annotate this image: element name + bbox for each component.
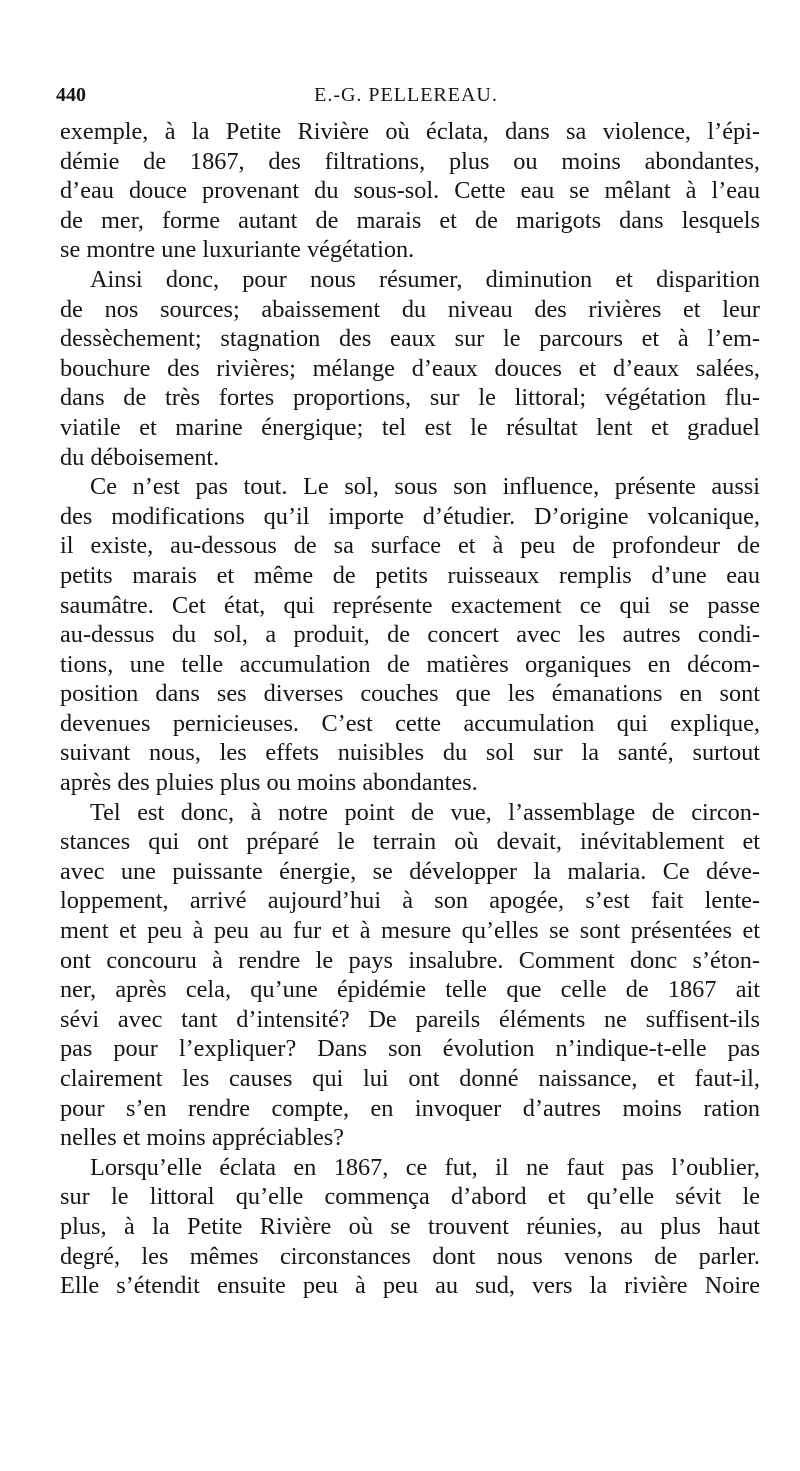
text-line: suivant nous, les effets nuisibles du sol sur la santé, surtout xyxy=(60,739,760,767)
text-line: ner, après cela, qu’une épidémie telle que celle de 1867 ait xyxy=(60,976,760,1004)
text-line: il existe, au-dessous de sa surface et à peu de profondeur de xyxy=(60,532,760,560)
running-title: E.-G. PELLEREAU. xyxy=(314,84,498,106)
text-line: exemple, à la Petite Rivière où éclata, dans sa violence, l’épi- xyxy=(60,118,760,145)
text-line: de nos sources; abaissement du niveau des rivières et leur xyxy=(60,295,760,323)
text-line: au-dessus du sol, a produit, de concert avec les autres condi- xyxy=(60,621,760,649)
text-line: ment et peu à peu au fur et à mesure qu’elles se sont présentées et xyxy=(60,917,760,945)
text-line: saumâtre. Cet état, qui représente exactement ce qui se passe xyxy=(60,591,760,619)
text-line: d’eau douce provenant du sous-sol. Cette eau se mêlant à l’eau xyxy=(60,177,760,205)
text-line: petits marais et même de petits ruisseaux remplis d’une eau xyxy=(60,561,760,589)
text-line: Ainsi donc, pour nous résumer, diminution et disparition xyxy=(90,265,760,293)
text-line: stances qui ont préparé le terrain où devait, inévitablement et xyxy=(60,828,760,856)
text-line: avec une puissante énergie, se développer la malaria. Ce déve- xyxy=(60,857,760,885)
text-line: Ce n’est pas tout. Le sol, sous son influence, présente aussi xyxy=(90,473,760,501)
text-line: tions, une telle accumulation de matières organiques en décom- xyxy=(60,650,760,678)
text-line: pas pour l’expliquer? Dans son évolution n’indique-t-elle pas xyxy=(60,1035,760,1063)
text-line: clairement les causes qui lui ont donné naissance, et faut-il, xyxy=(60,1065,760,1092)
body-text xyxy=(60,117,760,1301)
text-line: du déboisement. xyxy=(60,443,220,471)
text-line: dessèchement; stagnation des eaux sur le parcours et à l’em- xyxy=(60,325,760,353)
text-line: viatile et marine énergique; tel est le résultat lent et graduel xyxy=(60,413,760,441)
text-line: degré, les mêmes circonstances dont nous venons de parler. xyxy=(60,1242,760,1270)
text-line: des modifications qu’il importe d’étudier. D’origine volcanique, xyxy=(60,502,760,530)
text-line: Lorsqu’elle éclata en 1867, ce fut, il ne faut pas l’oublier, xyxy=(90,1153,760,1181)
page-number: 440 xyxy=(56,84,86,106)
text-line: sévi avec tant d’intensité? De pareils éléments ne suffisent-ils xyxy=(60,1005,760,1033)
text-line: Elle s’étendit ensuite peu à peu au sud, vers la rivière Noire xyxy=(60,1272,760,1300)
text-line: devenues pernicieuses. C’est cette accumulation qui explique, xyxy=(60,709,760,737)
text-line: loppement, arrivé aujourd’hui à son apogée, s’est fait lente- xyxy=(60,887,760,915)
text-line: position dans ses diverses couches que les émanations en sont xyxy=(60,680,760,708)
text-line: de mer, forme autant de marais et de marigots dans lesquels xyxy=(60,206,760,234)
text-line: Tel est donc, à notre point de vue, l’assemblage de circon- xyxy=(90,798,760,826)
running-head xyxy=(56,84,756,116)
text-line: bouchure des rivières; mélange d’eaux douces et d’eaux salées, xyxy=(60,354,760,382)
text-line: pour s’en rendre compte, en invoquer d’autres moins ration xyxy=(60,1094,760,1122)
text-line: nelles et moins appréciables? xyxy=(60,1124,345,1152)
text-line: plus, à la Petite Rivière où se trouvent réunies, au plus haut xyxy=(60,1212,760,1240)
text-line: sur le littoral qu’elle commença d’abord et qu’elle sévit le xyxy=(60,1183,760,1211)
text-line: dans de très fortes proportions, sur le littoral; végétation flu- xyxy=(60,384,760,412)
text-line: ont concouru à rendre le pays insalubre. Comment donc s’éton- xyxy=(60,946,760,974)
text-line: se montre une luxuriante végétation. xyxy=(60,236,415,264)
text-line: après des pluies plus ou moins abondantes. xyxy=(60,769,478,797)
text-line: démie de 1867, des filtrations, plus ou moins abondantes, xyxy=(60,147,760,175)
